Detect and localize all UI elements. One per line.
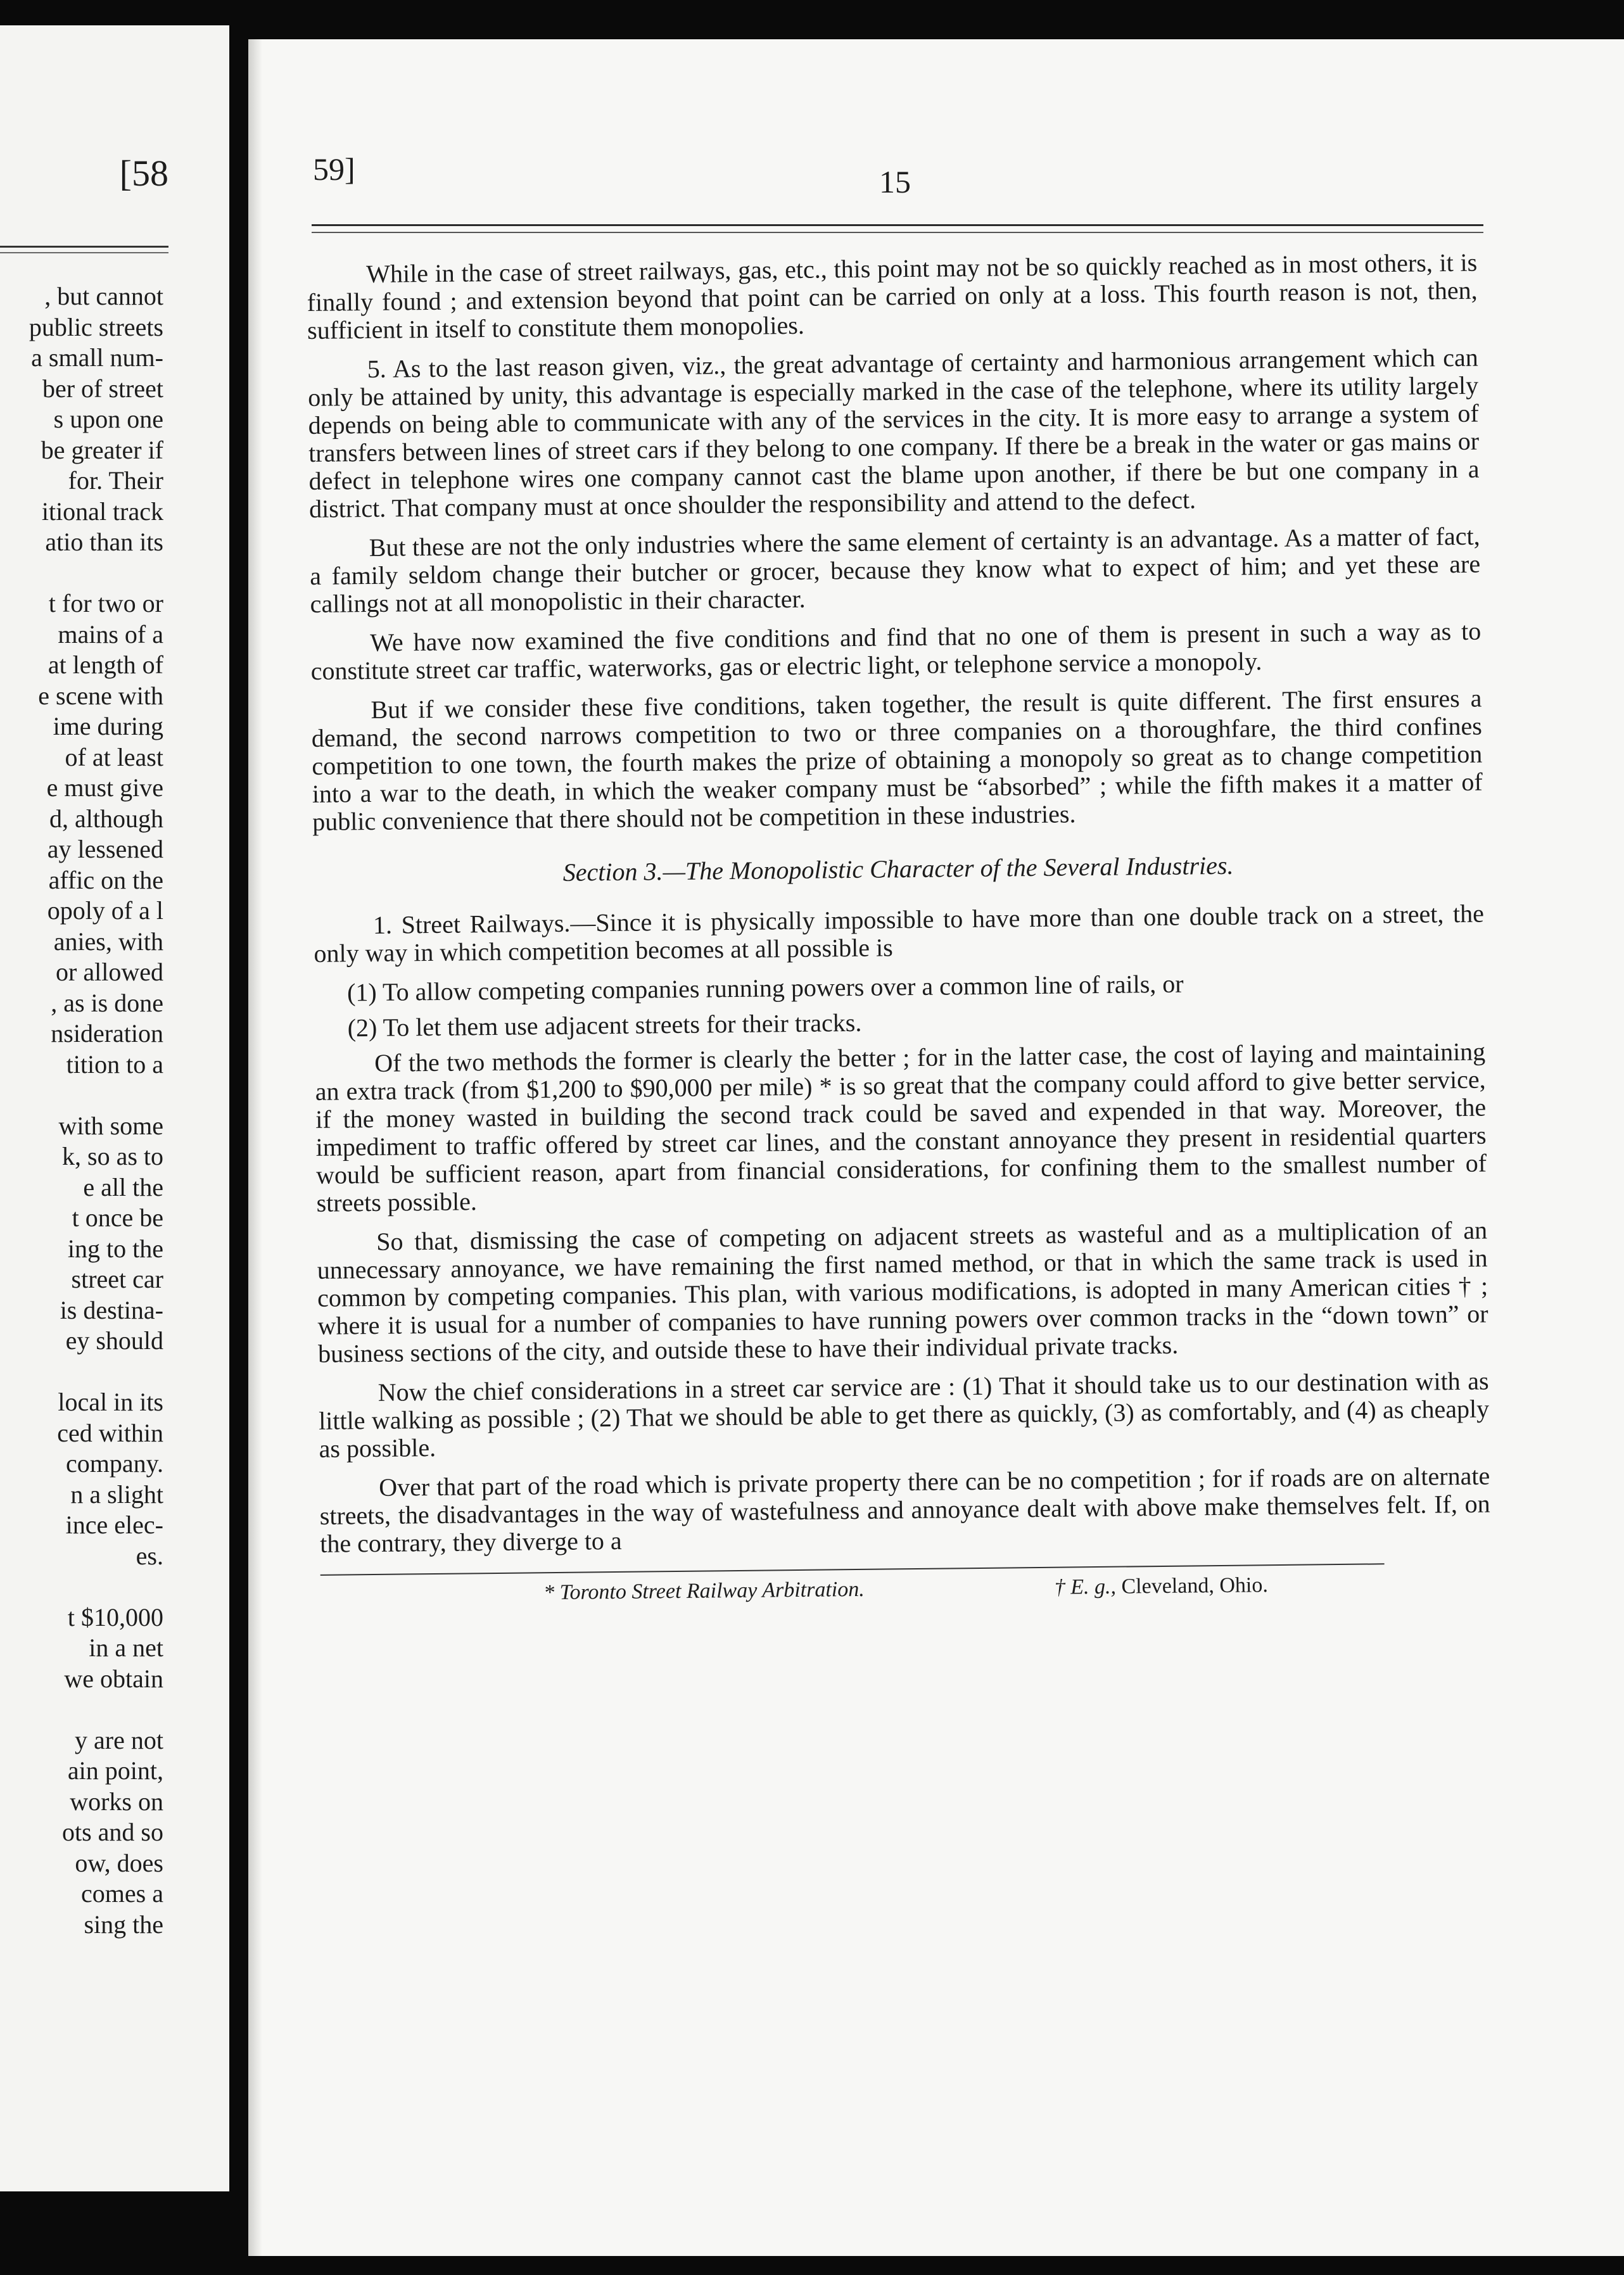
fragment-line: is destina- (60, 1295, 163, 1324)
footnotes (320, 1570, 1491, 1609)
left-page-number: [58 (119, 153, 168, 194)
fragment-line: at length of (48, 650, 163, 679)
fragment-line: t $10,000 (67, 1602, 163, 1632)
fragment-gap (0, 1357, 163, 1388)
page-body (307, 249, 1491, 1609)
fragment-line: a small num- (31, 343, 163, 372)
paragraph: Of the two methods the former is clearly the better ; for in the latter case, the cost of laying and maintaining an extra track (from $1,200 to $90,000 per mile) * is so great that the company could afford to give better service, if the money wasted in building the second track could be saved and expended in that way. Moreover, the impediment to traffic offered by street car lines, and the constant annoyance they present in residential quarters would be sufficient reason, apart from financial considerations, for confining them to the smallest number of streets possible. (315, 1037, 1487, 1217)
fragment-line: comes a (81, 1879, 163, 1908)
fragment-line: atio than its (45, 528, 163, 556)
fragment-gap (0, 558, 163, 589)
fragment-line: tition to a (66, 1049, 163, 1079)
fragment-line: of at least (65, 742, 163, 771)
fragment-line: works on (70, 1787, 163, 1816)
fragment-line: itional track (41, 497, 163, 526)
page-number-center: 15 (879, 164, 911, 200)
fragment-line: d, although (49, 804, 163, 833)
fragment-line: be greater if (41, 435, 163, 464)
fragment-line: local in its (58, 1388, 163, 1416)
paragraph-street-railways: 1. Street Railways.—Since it is physically impossible to have more than one double track on a street, the only way in which competition becomes at all possible is (314, 899, 1485, 968)
fragment-line: ay lessened (47, 835, 163, 863)
fragment-line: public streets (29, 312, 163, 341)
fragment-gap (0, 1571, 163, 1602)
fragment-line: es. (136, 1541, 163, 1570)
footnote-star: * Toronto Street Railway Arbitration. (543, 1577, 865, 1605)
fragment-line: ow, does (75, 1848, 163, 1877)
paragraph: Over that part of the road which is private property there can be no competition ; for if roads are on alternate streets, the disadvantages in the way of wastefulness and annoyance dealt with above make themselves felt. If, on the contrary, they diverge to a (319, 1461, 1490, 1558)
fragment-line: street car (71, 1265, 163, 1293)
page-number-left: 59] (313, 151, 355, 187)
fragment-line: k, so as to (62, 1142, 163, 1170)
footnote-dagger (1055, 1572, 1269, 1601)
left-page-text-fragments (0, 281, 163, 1940)
left-header-rule (0, 246, 168, 248)
fragment-line: n a slight (70, 1480, 163, 1509)
fragment-gap (0, 1080, 163, 1111)
fragment-line: , as is done (51, 988, 163, 1017)
right-page (248, 39, 1624, 2256)
footnote-dagger-prefix: † E. g., (1054, 1575, 1117, 1599)
fragment-line: e scene with (38, 681, 163, 710)
fragment-line: mains of a (58, 619, 163, 649)
fragment-line: opoly of a l (47, 896, 163, 925)
fragment-line: company. (65, 1449, 163, 1478)
fragment-line: ing to the (67, 1234, 163, 1263)
fragment-line: affic on the (48, 865, 163, 894)
fragment-line: e must give (46, 773, 163, 802)
fragment-line: t once be (72, 1203, 163, 1232)
fragment-line: ber of street (42, 374, 163, 403)
section-heading: Section 3.—The Monopolistic Character of the Several Industries. (562, 851, 1234, 887)
fragment-line: sing the (84, 1910, 163, 1939)
paragraph: We have now examined the five conditions and find that no one of them is present in such a way as to constitute street car traffic, waterworks, gas or electric light, or telephone service a monopoly. (310, 616, 1481, 685)
paragraph: But if we consider these five conditions, taken together, the result is quite different. The first ensures a demand, the second narrows competition to two or three companies on a thoroughfare, the third confines competition to one town, the fourth makes the prize of obtaining a monopoly so great as to change competition into a war to the death, in which the weaker company must be “absorbed” ; while the fifth makes it a matter of public convenience that there should not be competition in these industries. (311, 683, 1483, 836)
header-rule (312, 224, 1483, 226)
fragment-line: , but cannot (44, 282, 163, 310)
fragment-line: ime during (53, 712, 163, 740)
fragment-line: t for two or (48, 589, 163, 618)
fragment-line: y are not (75, 1725, 163, 1754)
paragraph: So that, dismissing the case of competing on adjacent streets as wasteful and as a multiplication of an unnecessary annoyance, we have remaining the first named method, or that in which the same track is used in common by competing companies. This plan, with various modifications, is adopted in many American cities † ; where it is usual for a number of companies to have running powers over common tracks in the “down town” or business sections of the city, and outside these to have their individual private tracks. (317, 1215, 1488, 1368)
page-gutter-shadow (248, 39, 262, 2256)
fragment-gap (0, 1694, 163, 1725)
fragment-line: or allowed (56, 958, 163, 986)
option-item: (1) To allow competing companies running powers over a common line of rails, or (346, 969, 1184, 1007)
fragment-line: with some (58, 1111, 163, 1140)
fragment-line: e all the (83, 1172, 163, 1201)
paragraph: 5. As to the last reason given, viz., the great advantage of certainty and harmonious arrangement which can only be attained by unity, this advantage is especially marked in the case of the telephone, where its utility largely depends on being able to communicate with any of the services in the city. It is more easy to arrange a system of transfers between lines of street cars if they belong to one company. If there be a break in the water or gas mains or defect in telephone wires one company cannot cast the blame upon another, if there be but one company in a district. That company must at once shoulder the responsibility and attend to the defect. (308, 343, 1480, 523)
paragraph: While in the case of street railways, gas, etc., this point may not be so quickly reached as in most others, it is finally found ; and extension beyond that point can be carried on only at a loss. This fourth reason is not, then, sufficient in itself to constitute them monopolies. (307, 248, 1478, 345)
left-header-rule-secondary (0, 252, 168, 253)
fragment-line: ey should (65, 1326, 163, 1355)
paragraph: Now the chief considerations in a street car service are : (1) That it should take us to our destination with as little walking as possible ; (2) That we should be able to get there as quickly, (3) as comfortably, and (4) as cheaply as possible. (318, 1366, 1490, 1463)
header-rule-secondary (312, 232, 1483, 233)
paragraph: But these are not the only industries where the same element of certainty is an advantage. As a matter of fact, a family seldom change their butcher or grocer, because they know what to expect of him; and yet these are callings not at all monopolistic in their character. (309, 521, 1481, 618)
fragment-line: ain point, (67, 1756, 163, 1785)
fragment-line: we obtain (64, 1664, 163, 1693)
left-page (0, 25, 229, 2191)
footnote-dagger-text: Cleveland, Ohio. (1121, 1573, 1269, 1599)
fragment-line: ince elec- (65, 1511, 163, 1539)
fragment-line: ced within (57, 1418, 163, 1447)
fragment-line: nsideration (51, 1019, 163, 1048)
fragment-line: ots and so (62, 1818, 163, 1846)
fragment-line: in a net (89, 1633, 163, 1662)
fragment-line: s upon one (53, 405, 163, 433)
option-item: (2) To let them use adjacent streets for their tracks. (347, 1008, 862, 1042)
fragment-line: anies, with (53, 927, 163, 956)
fragment-line: for. Their (68, 466, 163, 495)
